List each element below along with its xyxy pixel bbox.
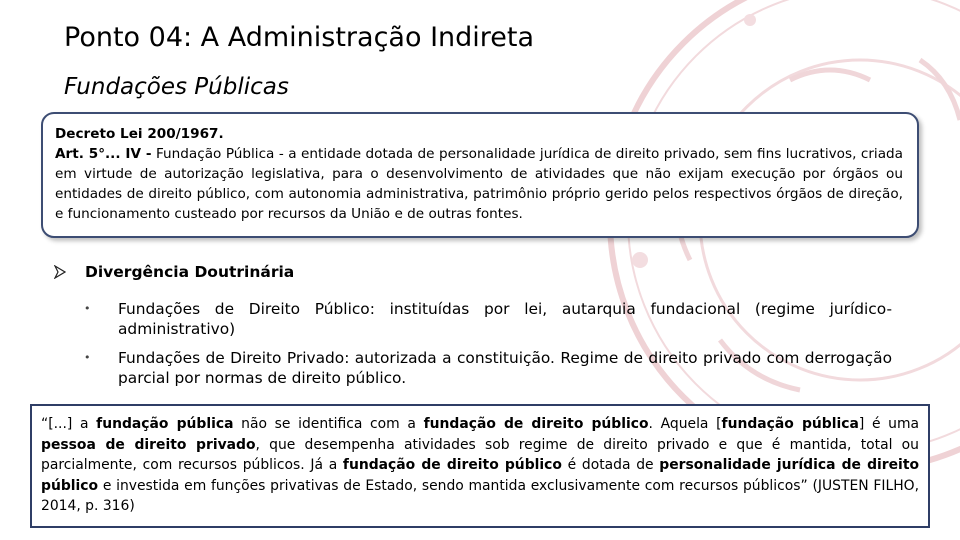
- quote-segment: , que desempenha atividades sob regime de direito privado e que é mantida, total ou parcialmente, com recursos públicos. Já a: [41, 436, 919, 473]
- list-item-text: Fundações de Direito Público: instituídas por lei, autarquia fundacional (regime jurídico-administrativo): [118, 300, 892, 338]
- quote-emphasis: pessoa de direito privado: [41, 436, 256, 453]
- quote-segment: “[...] a: [41, 416, 97, 432]
- quote-segment: não se identifica com a: [233, 416, 424, 432]
- quote-emphasis: fundação pública: [96, 416, 234, 432]
- section-heading-row: [50, 263, 890, 281]
- article-text: Fundação Pública - a entidade dotada de personalidade jurídica de direito privado, sem fins lucrativos, criada em virtude de autorização legislativa, para o desenvolvimento de atividades que não exijam execução por órgãos ou entidades de direito público, com autonomia administrativa, patrimônio próprio gerido pelos respectivos órgãos de direção, e funcionamento custeado por recursos da União e de outras fontes.: [55, 146, 903, 222]
- quote-emphasis: fundação de direito público: [342, 457, 562, 473]
- quote-emphasis: personalidade jurídica de direito público: [41, 457, 920, 494]
- quote-segment: é dotada de: [561, 457, 660, 473]
- quote-emphasis: fundação pública: [721, 416, 859, 432]
- quote-text: [41, 416, 919, 514]
- list-item-text: Fundações de Direito Privado: autorizada a constituição. Regime de direito privado com derrogação parcial por normas de direito público.: [118, 349, 892, 387]
- page-title: Ponto 04: A Administração Indireta: [64, 22, 535, 53]
- quote-box: [30, 404, 930, 528]
- section-heading: Divergência Doutrinária: [85, 263, 295, 281]
- divergence-section: [50, 263, 892, 387]
- arrow-bullet-icon: [54, 265, 66, 279]
- quote-emphasis: fundação de direito público: [423, 416, 649, 432]
- article-label: Art. 5°... IV -: [55, 146, 152, 162]
- list-item: [74, 299, 892, 339]
- page-subtitle: Fundações Públicas: [64, 74, 289, 100]
- dot-bullet-icon: •: [84, 351, 91, 364]
- decree-box: [41, 112, 919, 238]
- divergence-list: [74, 299, 892, 397]
- quote-segment: e investida em funções privativas de Estado, sendo mantida exclusivamente com recursos públicos” (JUSTEN FILHO, 2014, p. 316): [41, 477, 919, 514]
- dot-bullet-icon: •: [84, 302, 91, 315]
- decree-heading: Decreto Lei 200/1967.: [55, 126, 224, 142]
- decree-article: [55, 144, 903, 224]
- list-item: [74, 348, 892, 388]
- quote-segment: ] é uma: [858, 416, 920, 432]
- quote-segment: . Aquela [: [648, 416, 722, 432]
